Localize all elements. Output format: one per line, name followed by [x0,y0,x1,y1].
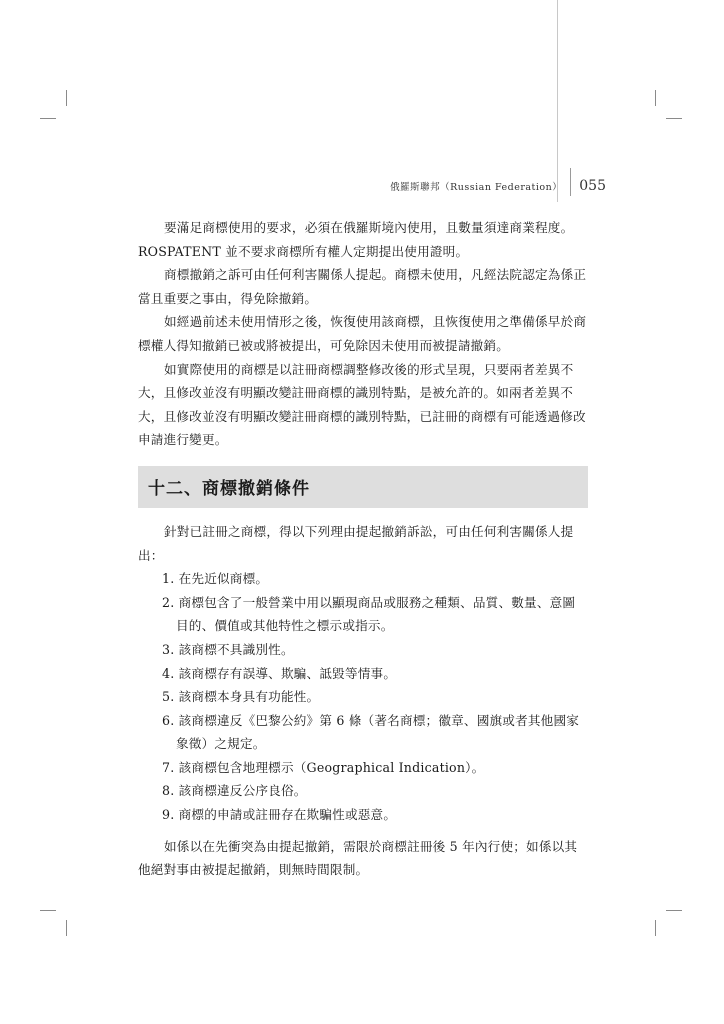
list-item: 3. 該商標不具識別性。 [162,641,294,657]
page-number: 055 [579,178,606,194]
list-item: 5. 該商標本身具有功能性。 [162,689,320,705]
paragraph-time-limit: 如係以在先衝突為由提起撤銷，需限於商標註冊後 5 年內行使；如係以其他絕對事由被提起撤銷，則無時間限制。 [138,838,578,878]
crop-mark-bottom-right-horizontal [666,910,682,911]
section-heading-box [138,466,588,508]
section-title: 十二、商標撤銷條件 [148,479,310,500]
crop-mark-bottom-right-vertical [655,920,656,936]
list-item: 6. 該商標違反《巴黎公約》第 6 條（著名商標；徽章、國旗或者其他國家象徵）之規定。 [162,712,580,752]
paragraph-cancellation-suit: 商標撤銷之訴可由任何利害關係人提起。商標未使用，凡經法院認定為係正當且重要之事由，得免除撤銷。 [138,267,587,306]
grounds-list [138,567,588,827]
list-item: 2. 商標包含了一般營業中用以顯現商品或服務之種類、品質、數量、意圖目的、價值或其他特性之標示或指示。 [162,594,576,634]
running-header [390,176,606,196]
paragraph-usage-requirement: 要滿足商標使用的要求，必須在俄羅斯境內使用，且數量須達商業程度。 [164,220,574,235]
header-divider [570,168,571,196]
crop-mark-top-right-horizontal [666,118,682,119]
crop-mark-bottom-left-horizontal [40,910,56,911]
list-item: 4. 該商標存有誤導、欺騙、詆毀等情事。 [162,665,397,681]
crop-mark-bottom-left-vertical [66,920,67,936]
list-item: 1. 在先近似商標。 [162,571,269,587]
page-edge-line [557,0,558,202]
header-title: 俄羅斯聯邦（Russian Federation） [390,182,563,193]
paragraph-grounds-intro: 針對已註冊之商標，得以下列理由提起撤銷訴訟，可由任何利害關係人提出： [138,523,574,563]
paragraph-rospatent: ROSPATENT 並不要求商標所有權人定期提出使用證明。 [138,243,469,259]
paragraph-modified-form: 如實際使用的商標是以註冊商標調整修改後的形式呈現，只要兩者差異不大，且修改並沒有明顯改變註冊商標的識別特點，是被允許的。如兩者差異不大，且修改並沒有明顯改變註冊商標的識別特點，已註冊的商標有可能透過修改申請進行變更。 [138,361,586,448]
spacer [138,827,588,835]
crop-mark-top-right-vertical [655,90,656,106]
paragraph-resumed-use: 如經過前述未使用情形之後，恢復使用該商標，且恢復使用之準備係早於商標權人得知撤銷已被或將被提出，可免除因未使用而被提請撤銷。 [138,314,587,353]
list-item: 7. 該商標包含地理標示（Geographical Indication）。 [162,759,485,775]
list-item: 8. 該商標違反公序良俗。 [162,783,307,799]
list-item: 9. 商標的申請或註冊存在欺騙性或惡意。 [162,807,397,823]
crop-mark-top-left-vertical [66,90,67,106]
crop-mark-top-left-horizontal [40,118,56,119]
main-content [138,216,588,882]
